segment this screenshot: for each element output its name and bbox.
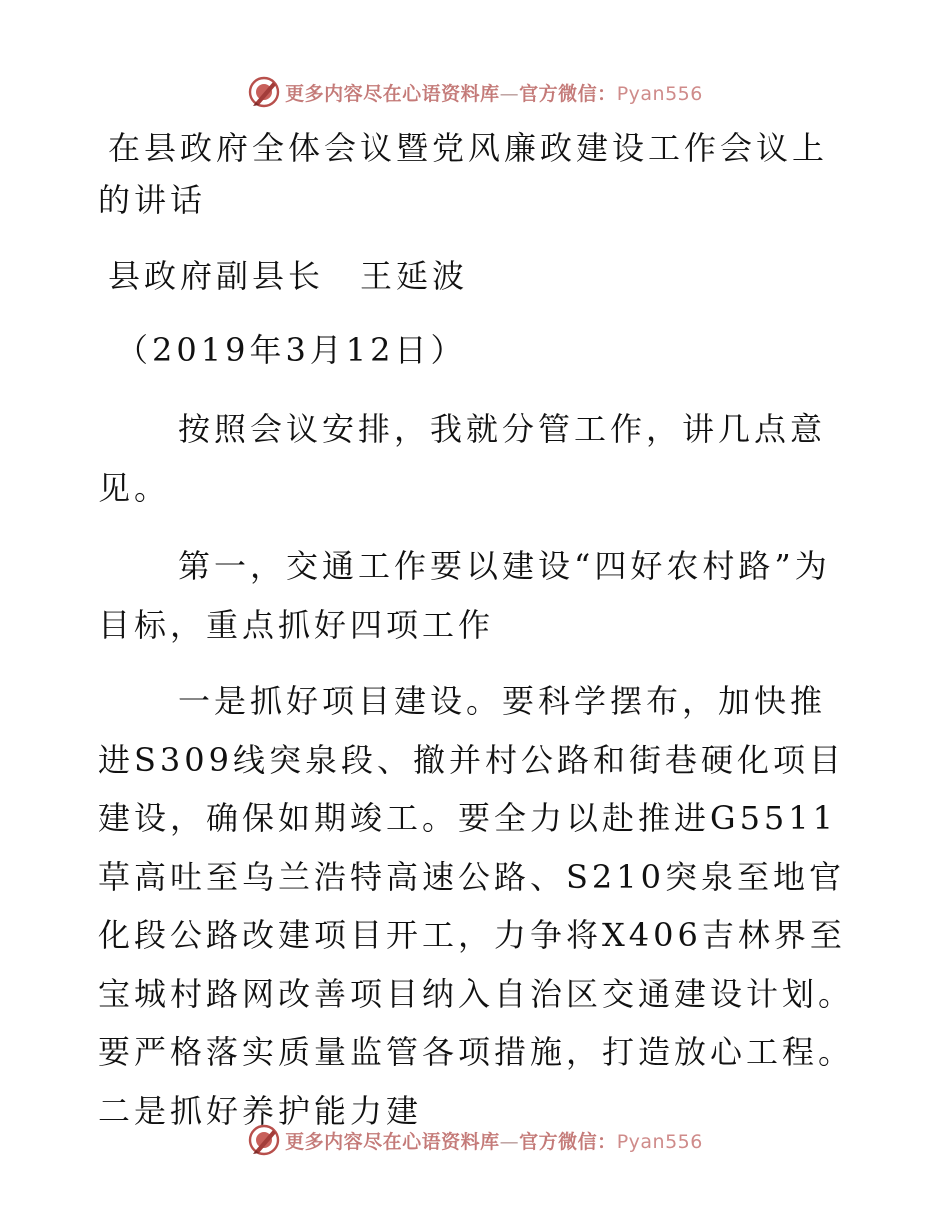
watermark-separator: — — [499, 82, 520, 105]
document-body — [98, 122, 858, 1140]
paragraph: 第一，交通工作要以建设“四好农村路”为目标，重点抓好四项工作 — [98, 547, 831, 644]
watermark-text — [285, 79, 703, 106]
watermark-text — [285, 1127, 703, 1154]
watermark-banner-top — [0, 72, 950, 112]
pen-logo-icon — [247, 1123, 281, 1157]
watermark-id: Pyan556 — [616, 82, 703, 105]
watermark-id: Pyan556 — [616, 1130, 703, 1153]
paragraph: 按照会议安排，我就分管工作，讲几点意见。 — [98, 410, 827, 507]
pen-logo-icon — [247, 75, 281, 109]
watermark-main: 更多内容尽在心语资料库 — [285, 82, 500, 105]
watermark-separator: — — [499, 1130, 520, 1153]
document-byline: 县政府副县长 王延波 — [108, 257, 469, 295]
watermark-label: 官方微信： — [519, 82, 617, 105]
watermark-main: 更多内容尽在心语资料库 — [285, 1130, 500, 1153]
document-title: 在县政府全体会议暨党风廉政建设工作会议上的讲话 — [98, 129, 829, 219]
paragraph: 一是抓好项目建设。要科学摆布，加快推进S309线突泉段、撤并村公路和街巷硬化项目建设，确保如期竣工。要全力以赴推进G5511草高吐至乌兰浩特高速公路、S210突泉至地官化段公路改建项目开工，力争将X406吉林界至宝城村路网改善项目纳入自治区交通建设计划。要严格落实质量监管各项措施，打造放心工程。二是抓好养护能力建 — [98, 682, 855, 1130]
watermark-label: 官方微信： — [519, 1130, 617, 1153]
watermark-banner-bottom — [0, 1120, 950, 1160]
document-date: （2019年3月12日） — [116, 331, 467, 369]
